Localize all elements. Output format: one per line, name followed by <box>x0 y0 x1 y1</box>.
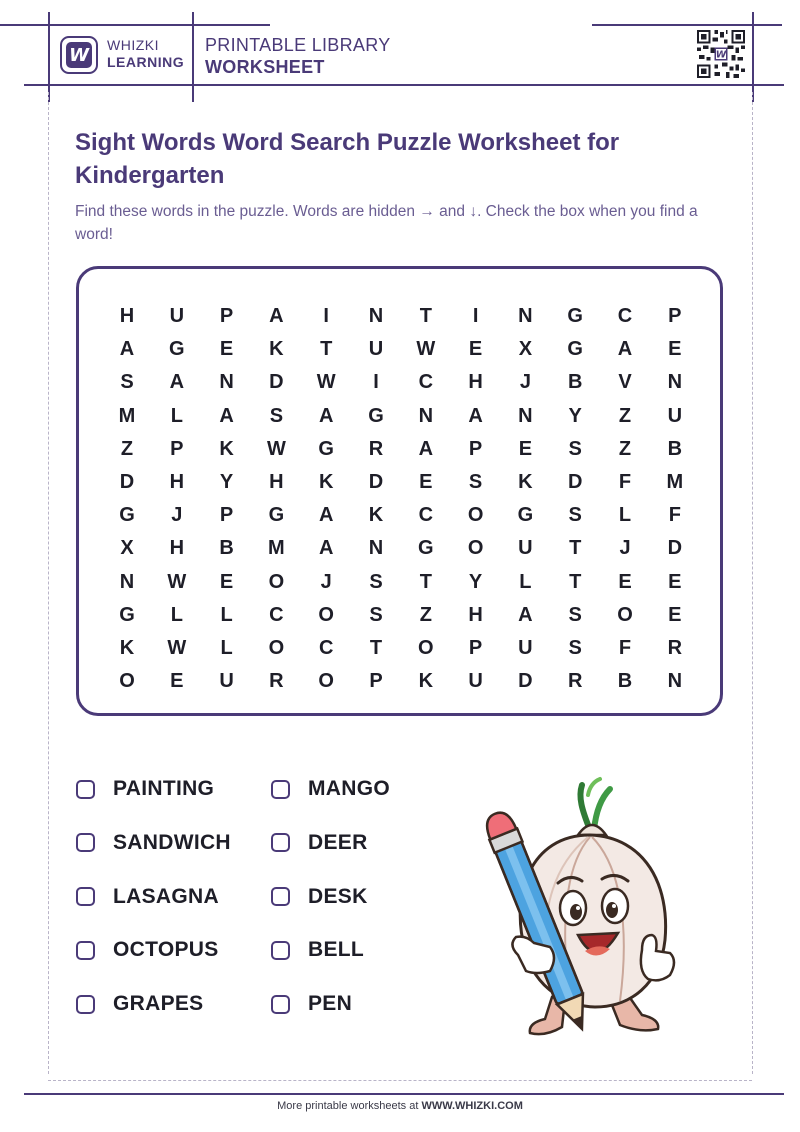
grid-letter[interactable]: N <box>368 305 384 327</box>
grid-letter[interactable]: E <box>518 437 533 460</box>
grid-letter[interactable]: I <box>323 305 329 327</box>
grid-letter[interactable]: C <box>269 603 284 626</box>
word-item <box>76 938 219 962</box>
grid-letter[interactable]: N <box>667 670 683 693</box>
grid-letter[interactable]: A <box>418 437 434 460</box>
grid-letter[interactable]: X <box>120 537 134 560</box>
grid-letter[interactable]: K <box>518 471 533 493</box>
library-label <box>205 34 391 78</box>
grid-letter[interactable]: P <box>219 305 234 327</box>
grid-letter[interactable]: C <box>318 637 334 659</box>
grid-letter[interactable]: L <box>220 637 233 659</box>
grid-letter[interactable]: A <box>169 371 185 394</box>
grid-letter[interactable]: T <box>369 637 383 659</box>
grid-letter[interactable]: A <box>119 338 135 361</box>
grid-letter[interactable]: I <box>472 305 479 327</box>
grid-letter[interactable]: A <box>318 404 334 427</box>
grid-letter[interactable]: E <box>170 670 184 693</box>
grid-letter[interactable]: U <box>518 637 533 659</box>
garlic-mascot-with-pencil-icon <box>470 775 685 1060</box>
grid-letter[interactable]: E <box>618 570 632 593</box>
grid-letter[interactable]: R <box>368 437 384 460</box>
grid-letter[interactable]: G <box>517 504 534 527</box>
grid-letter[interactable]: Z <box>618 437 632 460</box>
grid-letter[interactable]: O <box>467 537 484 560</box>
grid-letter[interactable]: J <box>519 371 531 394</box>
footer-link[interactable]: WWW.WHIZKI.COM <box>421 1100 523 1112</box>
grid-letter[interactable]: G <box>567 338 583 361</box>
word-item <box>271 992 352 1016</box>
grid-letter[interactable]: L <box>220 603 233 626</box>
grid-letter[interactable]: E <box>219 570 234 593</box>
grid-letter[interactable]: E <box>668 338 682 361</box>
word-item <box>76 831 231 855</box>
grid-letter[interactable]: H <box>468 371 483 394</box>
whizki-logo <box>60 36 98 74</box>
dashed-border-right <box>752 92 753 1074</box>
word-label: OCTOPUS <box>113 938 219 962</box>
page-header <box>0 0 800 92</box>
grid-letter[interactable]: K <box>418 670 434 693</box>
word-checkbox[interactable] <box>271 887 290 906</box>
word-label: DEER <box>308 830 368 854</box>
grid-letter[interactable]: O <box>268 570 285 593</box>
word-checkbox[interactable] <box>76 887 95 906</box>
grid-letter[interactable]: B <box>567 371 583 394</box>
word-checkbox[interactable] <box>271 780 290 799</box>
grid-letter[interactable]: U <box>518 537 533 560</box>
grid-letter[interactable]: S <box>568 504 582 527</box>
instructions: Find these words in the puzzle. Words are hidden → and ↓. Check the box when you find a word! <box>75 203 698 243</box>
dashed-border-left <box>48 92 49 1074</box>
grid-letter[interactable]: P <box>468 637 483 659</box>
grid-letter[interactable]: G <box>567 305 583 327</box>
grid-letter[interactable]: V <box>618 371 632 394</box>
grid-letter[interactable]: B <box>219 537 234 560</box>
grid-letter[interactable]: T <box>320 338 333 361</box>
grid-letter[interactable]: T <box>419 570 432 593</box>
grid-letter[interactable]: U <box>368 338 384 361</box>
grid-letter[interactable]: R <box>567 670 583 693</box>
grid-letter[interactable]: D <box>667 537 683 560</box>
grid-letter[interactable]: E <box>668 570 682 593</box>
grid-letter[interactable]: L <box>170 404 183 427</box>
grid-letter[interactable]: Y <box>219 471 234 493</box>
grid-letter[interactable]: F <box>618 637 632 659</box>
grid-letter[interactable]: P <box>668 305 682 327</box>
grid-letter[interactable]: N <box>518 305 533 327</box>
grid-letter[interactable]: D <box>269 371 284 394</box>
grid-letter[interactable]: A <box>318 537 334 560</box>
grid-letter[interactable]: N <box>368 537 384 560</box>
grid-letter[interactable]: O <box>418 637 434 659</box>
word-checkbox[interactable] <box>76 995 95 1014</box>
word-label: MANGO <box>308 777 390 800</box>
grid-letter[interactable]: Y <box>468 570 483 593</box>
grid-letter[interactable]: T <box>419 305 432 327</box>
word-label: SANDWICH <box>113 830 231 854</box>
word-label: GRAPES <box>113 992 204 1016</box>
word-checkbox[interactable] <box>271 995 290 1014</box>
grid-letter[interactable]: W <box>416 338 436 361</box>
grid-letter[interactable]: H <box>169 537 185 560</box>
grid-letter[interactable]: S <box>468 471 483 493</box>
grid-letter[interactable]: H <box>169 471 185 493</box>
grid-letter[interactable]: A <box>269 305 284 327</box>
grid-letter[interactable]: J <box>619 537 631 560</box>
grid-letter[interactable]: G <box>418 537 434 560</box>
word-checkbox[interactable] <box>76 941 95 960</box>
grid-letter[interactable]: L <box>519 570 532 593</box>
grid-letter[interactable]: G <box>318 437 334 460</box>
grid-letter[interactable]: F <box>618 471 632 493</box>
grid-letter[interactable]: N <box>119 570 135 593</box>
grid-letter[interactable]: L <box>618 504 632 527</box>
grid-letter[interactable]: S <box>568 637 582 659</box>
dashed-border-bottom <box>48 1080 752 1081</box>
word-item <box>76 992 204 1016</box>
grid-letter[interactable]: J <box>171 504 183 527</box>
grid-letter[interactable]: Z <box>419 603 432 626</box>
grid-letter[interactable]: G <box>119 504 135 527</box>
footer-prefix: More printable worksheets at <box>277 1100 422 1112</box>
grid-letter[interactable]: O <box>268 637 285 659</box>
grid-letter[interactable]: H <box>119 305 135 327</box>
grid-letter[interactable]: C <box>418 504 434 527</box>
qr-code-icon <box>697 30 745 78</box>
logo-letter: W <box>66 42 92 68</box>
grid-letter[interactable]: J <box>320 570 332 593</box>
grid-letter[interactable]: R <box>269 670 284 693</box>
grid-letter[interactable]: M <box>268 537 285 560</box>
word-label: BELL <box>308 938 365 962</box>
grid-letter[interactable]: B <box>667 437 683 460</box>
grid-letter[interactable]: A <box>518 603 533 626</box>
grid-letter[interactable]: N <box>418 404 434 427</box>
grid-letter[interactable]: S <box>568 603 582 626</box>
word-label: DESK <box>308 884 368 908</box>
grid-letter[interactable]: X <box>518 338 533 361</box>
grid-letter[interactable]: D <box>119 471 135 493</box>
grid-letter[interactable]: G <box>119 603 135 626</box>
grid-letter[interactable]: N <box>518 404 533 427</box>
word-checkbox[interactable] <box>76 780 95 799</box>
grid-letter[interactable]: K <box>119 637 135 659</box>
brand-name <box>107 37 184 71</box>
grid-letter[interactable]: O <box>119 670 135 693</box>
grid-letter[interactable]: S <box>568 437 582 460</box>
grid-letter[interactable]: A <box>468 404 483 427</box>
word-checkbox[interactable] <box>271 941 290 960</box>
grid-letter[interactable]: K <box>368 504 384 527</box>
grid-letter[interactable]: W <box>316 371 336 394</box>
grid-letter[interactable]: C <box>418 371 434 394</box>
grid-letter[interactable]: H <box>269 471 284 493</box>
word-label: LASAGNA <box>113 884 219 908</box>
grid-letter[interactable]: Y <box>568 404 582 427</box>
svg-text:W: W <box>715 49 727 61</box>
grid-letter[interactable]: U <box>468 670 483 693</box>
word-item <box>76 777 214 801</box>
grid-letter[interactable]: A <box>318 504 334 527</box>
grid-letter[interactable]: T <box>569 537 582 560</box>
grid-letter[interactable]: Z <box>618 404 632 427</box>
grid-letter[interactable]: O <box>318 603 334 626</box>
word-item <box>271 938 364 962</box>
grid-letter[interactable]: H <box>468 603 483 626</box>
page-title: Sight Words Word Search Puzzle Worksheet for Kindergarten <box>75 129 620 189</box>
grid-letter[interactable]: P <box>468 437 483 460</box>
grid-letter[interactable]: A <box>219 404 234 427</box>
library-line1: PRINTABLE LIBRARY <box>205 35 391 55</box>
library-line2: WORKSHEET <box>205 57 325 77</box>
grid-letter[interactable]: G <box>268 504 285 527</box>
grid-letter[interactable]: P <box>369 670 383 693</box>
grid-letter[interactable]: P <box>170 437 184 460</box>
grid-letter[interactable]: D <box>518 670 533 693</box>
brand-line1: WHIZKI <box>107 37 159 53</box>
grid-letter[interactable]: N <box>219 371 234 394</box>
grid-letter[interactable]: W <box>266 437 286 460</box>
grid-letter[interactable]: U <box>667 404 683 427</box>
grid-letter[interactable]: M <box>666 471 684 493</box>
grid-letter[interactable]: D <box>368 471 384 493</box>
word-search-grid <box>76 266 723 716</box>
grid-letter[interactable]: G <box>169 338 185 361</box>
grid-letter[interactable]: F <box>668 504 681 527</box>
grid-letter[interactable]: U <box>219 670 234 693</box>
word-item <box>76 885 219 909</box>
grid-letter[interactable]: D <box>567 471 583 493</box>
word-label: PAINTING <box>113 777 215 800</box>
brand-line2: LEARNING <box>107 54 185 70</box>
grid-letter[interactable]: A <box>617 338 633 361</box>
word-checkbox[interactable] <box>271 833 290 852</box>
grid-letter[interactable]: P <box>219 504 234 527</box>
grid-letter[interactable]: T <box>569 570 582 593</box>
grid-letter[interactable]: U <box>169 305 185 327</box>
grid-letter[interactable]: E <box>668 603 682 626</box>
word-item <box>271 885 368 909</box>
grid-letter[interactable]: O <box>318 670 334 693</box>
grid-letter[interactable]: S <box>369 603 383 626</box>
grid-letter[interactable]: B <box>617 670 633 693</box>
grid-letter[interactable]: W <box>167 637 187 659</box>
grid-letter[interactable]: S <box>269 404 284 427</box>
word-checkbox[interactable] <box>76 833 95 852</box>
grid-letter[interactable]: E <box>419 471 433 493</box>
grid-letter[interactable]: G <box>368 404 384 427</box>
grid-letter[interactable]: K <box>318 471 334 493</box>
grid-letter[interactable]: C <box>617 305 633 327</box>
grid-letter[interactable]: N <box>667 371 683 394</box>
grid-letter[interactable]: R <box>667 637 683 659</box>
grid-letter[interactable]: K <box>219 437 234 460</box>
grid-letter[interactable]: O <box>617 603 633 626</box>
word-item <box>271 777 390 801</box>
page-footer <box>0 1100 800 1112</box>
grid-letter[interactable]: E <box>468 338 483 361</box>
grid-letter[interactable]: O <box>467 504 484 527</box>
grid-letter[interactable]: W <box>167 570 187 593</box>
grid-letter[interactable]: K <box>269 338 284 361</box>
grid-letter[interactable]: L <box>170 603 183 626</box>
grid-letter[interactable]: S <box>369 570 383 593</box>
word-item <box>271 831 368 855</box>
grid-letter[interactable]: I <box>373 371 379 394</box>
grid-letter[interactable]: M <box>118 404 136 427</box>
word-label: PEN <box>308 992 353 1016</box>
grid-letter[interactable]: Z <box>120 437 134 460</box>
grid-letter[interactable]: S <box>120 371 134 394</box>
grid-letter[interactable]: E <box>219 338 234 361</box>
footer-rule <box>24 1093 784 1095</box>
